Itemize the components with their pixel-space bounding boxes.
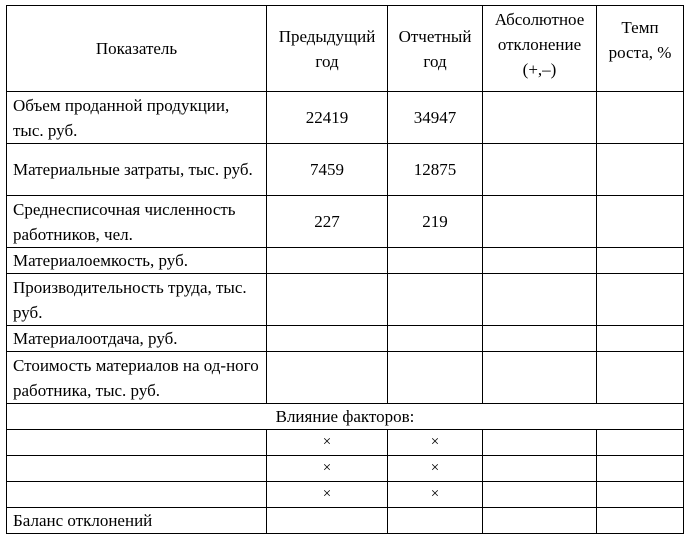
row-label: Стоимость материалов на од-ного работника, тыс. руб.	[7, 352, 267, 404]
factor-row	[7, 482, 684, 508]
header-absolute-deviation: Абсолютное отклонение (+,–)	[483, 6, 597, 92]
balance-row	[7, 508, 684, 534]
cell-growth-rate	[597, 508, 684, 534]
cell-absolute-deviation	[483, 352, 597, 404]
cell-reporting-year: 219	[388, 196, 483, 248]
cell-previous-year	[267, 508, 388, 534]
cross-mark: ×	[267, 482, 388, 508]
cell-growth-rate	[597, 482, 684, 508]
cell-growth-rate	[597, 430, 684, 456]
cell-absolute-deviation	[483, 326, 597, 352]
cross-mark: ×	[388, 482, 483, 508]
factor-label	[7, 456, 267, 482]
cell-previous-year	[267, 274, 388, 326]
cell-absolute-deviation	[483, 196, 597, 248]
header-growth-rate: Темп роста, %	[597, 6, 684, 92]
cross-mark: ×	[267, 430, 388, 456]
table-row	[7, 274, 684, 326]
cell-reporting-year	[388, 248, 483, 274]
row-label: Материальные затраты, тыс. руб.	[7, 144, 267, 196]
cell-absolute-deviation	[483, 274, 597, 326]
cell-previous-year: 227	[267, 196, 388, 248]
factor-row	[7, 456, 684, 482]
cell-growth-rate	[597, 248, 684, 274]
cell-previous-year: 7459	[267, 144, 388, 196]
table-row	[7, 92, 684, 144]
indicator-table	[6, 5, 684, 534]
row-label: Объем проданной продукции, тыс. руб.	[7, 92, 267, 144]
row-label: Материалоемкость, руб.	[7, 248, 267, 274]
cell-growth-rate	[597, 352, 684, 404]
header-indicator: Показатель	[7, 6, 267, 92]
cell-reporting-year: 34947	[388, 92, 483, 144]
cell-absolute-deviation	[483, 508, 597, 534]
cell-previous-year	[267, 248, 388, 274]
row-label: Производительность труда, тыс. руб.	[7, 274, 267, 326]
table-row	[7, 196, 684, 248]
cell-reporting-year	[388, 508, 483, 534]
cell-previous-year: 22419	[267, 92, 388, 144]
cell-growth-rate	[597, 326, 684, 352]
cell-reporting-year	[388, 352, 483, 404]
cell-reporting-year: 12875	[388, 144, 483, 196]
cell-growth-rate	[597, 274, 684, 326]
section-title: Влияние факторов:	[7, 404, 684, 430]
cross-mark: ×	[388, 430, 483, 456]
cell-previous-year	[267, 326, 388, 352]
cell-absolute-deviation	[483, 482, 597, 508]
cell-growth-rate	[597, 196, 684, 248]
section-row	[7, 404, 684, 430]
table-row	[7, 326, 684, 352]
cell-reporting-year	[388, 274, 483, 326]
header-previous-year: Предыдущий год	[267, 6, 388, 92]
table-row	[7, 248, 684, 274]
cell-absolute-deviation	[483, 248, 597, 274]
row-label: Материалоотдача, руб.	[7, 326, 267, 352]
balance-label: Баланс отклонений	[7, 508, 267, 534]
cell-reporting-year	[388, 326, 483, 352]
cell-absolute-deviation	[483, 144, 597, 196]
cell-growth-rate	[597, 144, 684, 196]
table-row	[7, 144, 684, 196]
table-row	[7, 352, 684, 404]
cell-absolute-deviation	[483, 456, 597, 482]
cell-growth-rate	[597, 92, 684, 144]
factor-label	[7, 482, 267, 508]
cell-growth-rate	[597, 456, 684, 482]
cross-mark: ×	[388, 456, 483, 482]
header-reporting-year: Отчетный год	[388, 6, 483, 92]
header-row	[7, 6, 684, 92]
cell-absolute-deviation	[483, 430, 597, 456]
cell-previous-year	[267, 352, 388, 404]
row-label: Среднесписочная численность работников, чел.	[7, 196, 267, 248]
cell-absolute-deviation	[483, 92, 597, 144]
cross-mark: ×	[267, 456, 388, 482]
factor-label	[7, 430, 267, 456]
factor-row	[7, 430, 684, 456]
